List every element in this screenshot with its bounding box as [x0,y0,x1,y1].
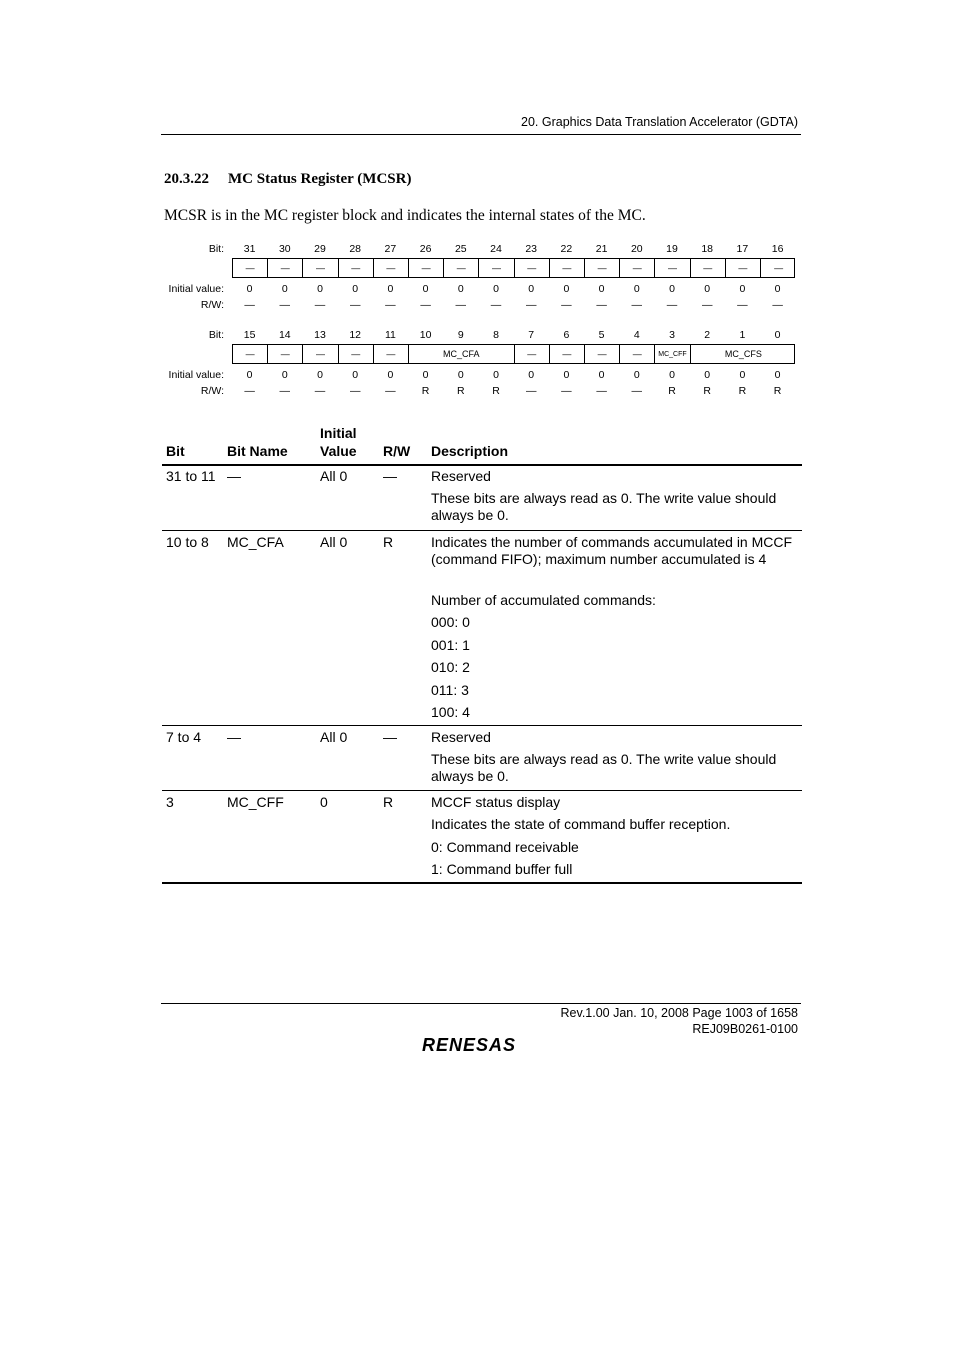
reserved-field: — [268,259,303,277]
bit-number: 25 [454,243,467,255]
initial-value: 0 [563,369,570,381]
table-header [162,424,802,462]
initial-value: 0 [633,283,640,295]
cell-description-line: 010: 2 [431,659,470,675]
reserved-field: — [444,259,479,277]
rw-value: — [349,385,361,397]
bit-number: 0 [774,329,781,341]
initial-value: 0 [493,283,499,295]
bit-number: 4 [633,329,640,341]
rw-value: — [314,385,326,397]
initial-value: 0 [387,369,394,381]
cell-bit-name: MC_CFA [227,534,284,550]
cell-initial-value: All 0 [320,729,348,745]
cell-description-line: MCCF status display [431,794,561,810]
rw-value: — [420,299,431,311]
rw-value: — [596,299,607,311]
bit-number: 10 [419,329,432,341]
field-mc-cff: MC_CFF [655,345,690,363]
cell-initial-value: 0 [320,794,328,810]
bit-number: 16 [771,243,784,255]
reserved-field: — [303,259,338,277]
footer-rule [161,1003,801,1004]
bit-number: 23 [525,243,538,255]
running-header: 20. Graphics Data Translation Accelerator (GDTA) [521,115,798,129]
rw-value: — [490,299,502,311]
rw-value: R [773,385,782,397]
reserved-field: — [374,259,409,277]
rw-value: R [668,385,676,397]
reserved-field: — [515,345,550,363]
header-initial: Initial [320,425,357,441]
header-rw: R/W [383,443,411,459]
initial-value: 0 [669,283,675,295]
rw-value: — [666,299,678,311]
row-divider [162,725,802,726]
reserved-field: — [550,345,585,363]
initial-value: 0 [317,369,323,381]
initial-value: 0 [352,283,359,295]
header-value: Value [320,443,357,459]
cell-rw: R [383,794,394,810]
reserved-field: — [585,345,620,363]
rw-value: — [772,299,783,311]
footer-doc-number: REJ09B0261-0100 [692,1022,798,1036]
header-rule [161,134,801,135]
bit-number: 22 [560,243,573,255]
rw-value: — [385,299,396,311]
bit-label: Bit: [208,243,224,255]
initial-value: 0 [774,283,781,295]
bit-number: 9 [457,329,464,341]
section-title [164,171,411,188]
reserved-field: — [233,259,268,277]
bit-number: 17 [736,243,749,255]
field-box [232,258,795,278]
cell-bit: 10 to 8 [166,534,209,550]
initial-value: 0 [563,283,570,295]
reserved-field: — [268,345,303,363]
rw-value: — [244,299,255,311]
cell-bit: 31 to 11 [166,468,216,484]
rw-value: — [561,385,572,397]
bit-number: 1 [739,329,746,341]
reserved-field: — [339,345,374,363]
reserved-field: — [691,259,726,277]
initial-value: 0 [246,369,253,381]
field-box [232,344,795,364]
initial-value: 0 [598,283,605,295]
cell-rw: R [383,534,394,550]
row-divider [162,790,802,791]
bit-number: 21 [595,243,608,255]
cell-description-line: 100: 4 [431,704,470,720]
bit-label: Bit: [208,329,224,341]
bit-number-row [160,243,800,257]
cell-initial-value: All 0 [320,468,348,484]
bit-number: 3 [669,329,675,341]
header-bit: Bit [166,443,185,459]
rw-value: — [525,299,537,311]
rw-row [160,385,800,399]
reserved-field: — [515,259,550,277]
section-name: MC Status Register (MCSR) [228,171,412,187]
bit-number: 24 [490,243,502,255]
table-bottom-rule [162,882,802,884]
cell-description-line: 000: 0 [431,614,470,630]
cell-description-line: Reserved [431,468,491,484]
rw-row [160,299,800,313]
bit-number: 5 [598,329,605,341]
bit-number: 18 [701,243,714,255]
initial-value: 0 [704,283,711,295]
reserved-field: — [585,259,620,277]
initial-value: 0 [669,369,675,381]
cell-description-line: These bits are always read as 0. The write value should always be 0. [431,490,777,523]
reserved-field: — [550,259,585,277]
intro-paragraph: MCSR is in the MC register block and indicates the internal states of the MC. [164,207,646,224]
rw-value: — [244,385,255,397]
bit-number: 29 [314,243,326,255]
rw-value: R [456,385,465,397]
bit-number: 11 [384,329,396,341]
bit-number: 2 [704,329,711,341]
cell-bit-name: — [227,729,241,745]
initial-value-row [160,283,800,297]
bit-number: 8 [493,329,499,341]
bit-number: 28 [349,243,362,255]
initial-value: 0 [739,283,746,295]
bit-number: 6 [563,329,570,341]
reserved-field: — [374,345,409,363]
rw-value: R [421,385,430,397]
initial-value: 0 [598,369,605,381]
bit-number: 31 [243,243,256,255]
cell-bit-name: MC_CFF [227,794,284,810]
reserved-field: — [726,259,761,277]
rw-value: — [631,385,643,397]
rw-value: — [314,299,326,311]
initial-value: 0 [422,369,429,381]
initial-value: 0 [387,283,394,295]
footer-revision: Rev.1.00 Jan. 10, 2008 Page 1003 of 1658 [560,1006,798,1020]
header-rule [162,464,802,466]
initial-value: 0 [457,283,464,295]
initial-value: 0 [352,369,359,381]
bit-number: 7 [528,329,535,341]
cell-rw: — [383,729,397,745]
row-divider [162,530,802,531]
rw-value: — [279,385,291,397]
initial-value: 0 [317,283,323,295]
field-mc-cfs: MC_CFS [724,349,762,359]
rw-value: — [385,385,396,397]
reserved-field: — [303,345,338,363]
initial-value: 0 [704,369,711,381]
rw-label: R/W: [200,299,224,311]
initial-value: 0 [422,283,429,295]
initial-value-label: Initial value: [168,369,224,381]
initial-value: 0 [493,369,499,381]
cell-description-line: Indicates the number of commands accumulated in MCCF (command FIFO); maximum number accumulated is 4 [431,534,793,567]
cell-description-line: Number of accumulated commands: [431,592,656,608]
rw-value: — [561,299,572,311]
rw-value: R [738,385,747,397]
field-mc-cfa: MC_CFA [409,345,515,363]
cell-description-line: 1: Command buffer full [431,861,573,877]
rw-value: — [737,299,748,311]
reserved-field: — [620,259,655,277]
section-number: 20.3.22 [164,171,209,187]
bit-number: 30 [278,243,291,255]
rw-value: — [349,299,361,311]
cell-description-line: 0: Command receivable [431,839,579,855]
header-description: Description [431,443,509,459]
reserved-field: — [655,259,690,277]
initial-value: 0 [633,369,640,381]
rw-value: R [703,385,711,397]
cell-bit-name: — [227,468,241,484]
rw-value: — [525,385,537,397]
reserved-field: — [479,259,514,277]
rw-value: — [279,299,291,311]
initial-value: 0 [457,369,464,381]
initial-value: 0 [528,369,535,381]
cell-initial-value: All 0 [320,534,348,550]
header-bit-name: Bit Name [227,443,288,459]
initial-value-label: Initial value: [168,283,224,295]
cell-description-line: These bits are always read as 0. The write value should always be 0. [431,751,777,784]
bit-number: 27 [384,243,397,255]
renesas-logo [420,1032,542,1056]
cell-description-line: 001: 1 [431,637,470,653]
logo-text: RENESAS [422,1035,517,1055]
bit-number: 15 [243,329,256,341]
rw-value: — [455,299,467,311]
rw-value: — [631,299,643,311]
bit-number: 14 [278,329,291,341]
bit-number: 19 [666,243,678,255]
rw-value: R [492,385,500,397]
cell-bit: 7 to 4 [166,729,202,745]
cell-description-line: 011: 3 [431,682,469,698]
initial-value: 0 [246,283,253,295]
cell-bit: 3 [166,794,174,810]
bit-number: 26 [419,243,432,255]
initial-value: 0 [774,369,781,381]
initial-value: 0 [528,283,535,295]
reserved-field: — [339,259,374,277]
bit-number: 13 [314,329,326,341]
bit-number: 12 [349,329,362,341]
cell-description-line: Reserved [431,729,491,745]
reserved-field: — [774,263,784,273]
reserved-field: — [620,345,655,363]
cell-rw: — [383,468,397,484]
initial-value: 0 [281,369,288,381]
bit-number-row [160,329,800,343]
rw-value: — [596,385,607,397]
initial-value: 0 [739,369,746,381]
cell-description-line: Indicates the state of command buffer reception. [431,816,731,832]
initial-value-row [160,369,800,383]
rw-value: — [701,299,713,311]
bit-number: 20 [630,243,643,255]
initial-value: 0 [281,283,288,295]
reserved-field: — [409,259,444,277]
reserved-field: — [233,345,268,363]
rw-label: R/W: [200,385,224,397]
